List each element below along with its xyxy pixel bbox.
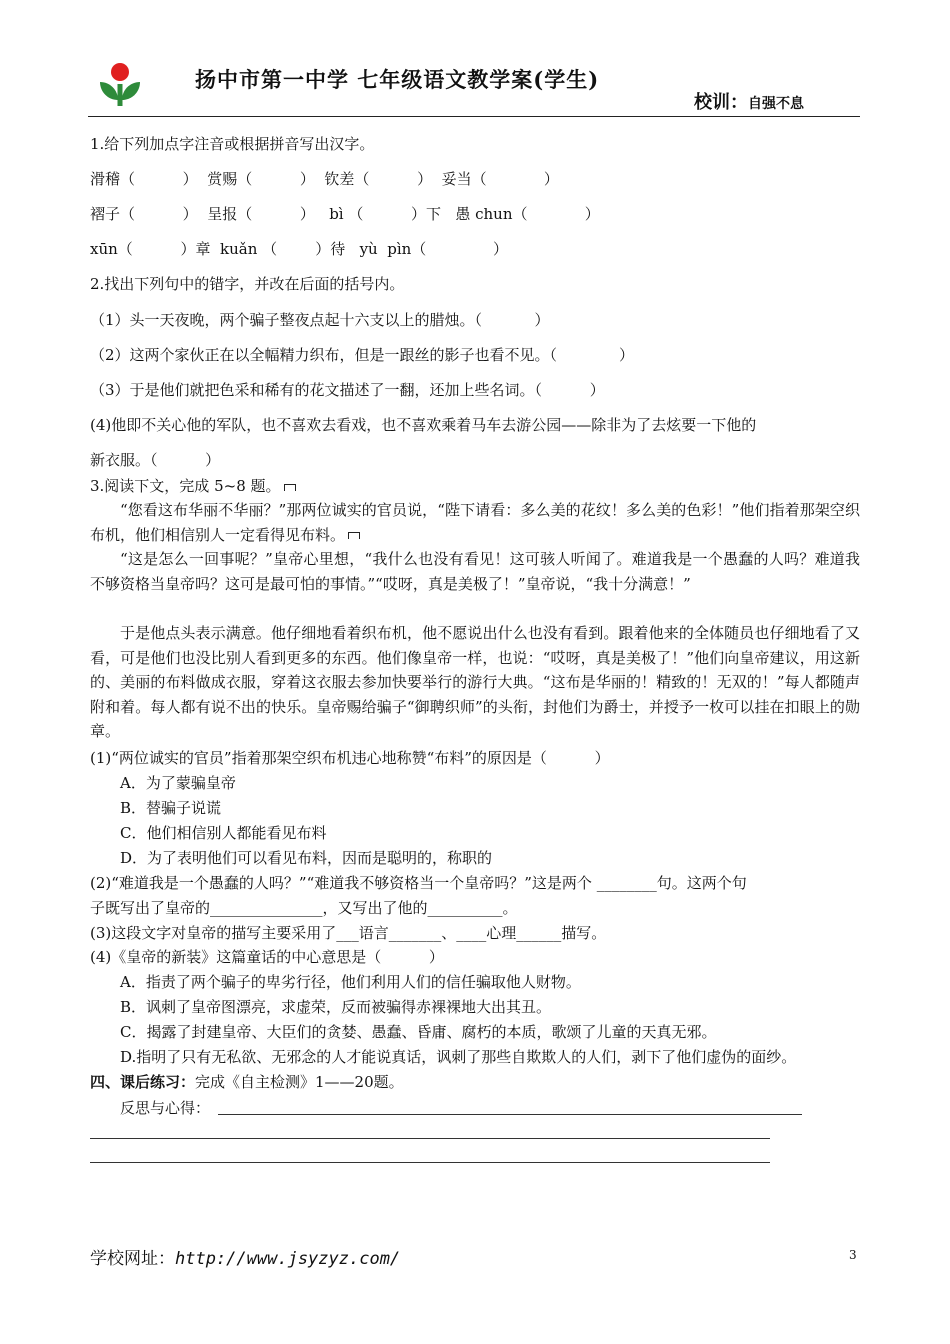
q2-title: 2.找出下列句中的错字，并改在后面的括号内。 <box>90 275 405 293</box>
q3-sub4-option-d: D.指明了只有无私欲、无邪念的人才能说真话，讽刺了那些自欺欺人的人们，剥下了他们虚伪的面纱。 <box>120 1048 797 1066</box>
section-4-text: 完成《自主检测》1——20题。 <box>195 1073 404 1091</box>
q3-sub2-line-2: 子既写出了皇帝的_______________，又写出了他的__________。 <box>90 899 518 917</box>
q2-sentence-1: （1）头一天夜晚，两个骗子整夜点起十六支以上的腊烛。（ ） <box>90 311 550 329</box>
passage-paragraph-1: “您看这布华丽不华丽？”那两位诚实的官员说，“陛下请看：多么美的花纹！多么美的色彩！”他们指着那架空织布机，他们相信别人一定看得见布料。 <box>90 501 860 544</box>
q1-row-1: 滑稽（ ） 赏赐（ ） 钦差（ ） 妥当（ ） <box>90 170 559 188</box>
q3-sub4-option-b: B．讽刺了皇帝图漂亮，求虚荣，反而被骗得赤裸裸地大出其丑。 <box>120 998 552 1016</box>
q2-sentence-3: （3）于是他们就把色采和稀有的花文描述了一翻，还加上些名词。（ ） <box>90 381 605 399</box>
footer-label: 学校网址： <box>90 1249 175 1269</box>
q2-sentence-4: (4)他即不关心他的军队，也不喜欢去看戏，也不喜欢乘着马车去游公园——除非为了去炫要一下他的 <box>90 416 757 434</box>
reflection-line-2 <box>90 1138 770 1139</box>
edit-mark <box>348 532 360 539</box>
edit-mark <box>284 484 296 491</box>
q3-sub4-option-c: C．揭露了封建皇帝、大臣们的贪婪、愚蠢、昏庸、腐朽的本质，歌颂了儿童的天真无邪。 <box>120 1023 717 1041</box>
q3-sub1-option-d: D．为了表明他们可以看见布料，因而是聪明的，称职的 <box>120 849 493 867</box>
q1-title: 1.给下列加点字注音或根据拼音写出汉字。 <box>90 135 375 153</box>
section-4-label: 四、课后练习： <box>90 1073 196 1091</box>
q1-row-3: xūn（ ）章 kuǎn （ ）待 yù pìn（ ） <box>90 240 509 258</box>
q3-sub4-question: (4)《皇帝的新装》这篇童话的中心意思是（ ） <box>90 948 444 966</box>
q3-sub1-question: (1)“两位诚实的官员”指着那架空织布机违心地称赞“布料”的原因是（ ） <box>90 749 610 767</box>
q3-sub1-option-b: B．替骗子说谎 <box>120 799 222 817</box>
motto-label: 校训： <box>694 92 748 113</box>
section-4 <box>90 1071 404 1092</box>
q3-sub3: (3)这段文字对皇帝的描写主要采用了___语言_______、____心理______描写。 <box>90 924 607 942</box>
reflection-line-3 <box>90 1162 770 1163</box>
q3-sub4-option-a: A．指责了两个骗子的卑劣行径，他们利用人们的信任骗取他人财物。 <box>120 973 581 991</box>
q1-row-2: 褶子（ ） 呈报（ ） bì （ ）下 愚 chun（ ） <box>90 205 600 223</box>
school-url[interactable]: http://www.jsyzyz.com/ <box>175 1249 401 1269</box>
motto-value: 自强不息 <box>748 96 804 112</box>
q3-sub2-line-1: (2)“难道我是一个愚蠢的人吗？”“难道我不够资格当一个皇帝吗？”这是两个 ________句。这两个句 <box>90 874 747 892</box>
q2-sentence-2: （2）这两个家伙正在以全幅精力织布，但是一跟丝的影子也看不见。（ ） <box>90 346 635 364</box>
q3-sub1-option-c: C．他们相信别人都能看见布料 <box>120 824 327 842</box>
footer <box>90 1244 400 1269</box>
q3-sub1-option-a: A．为了蒙骗皇帝 <box>120 774 236 792</box>
school-motto <box>694 88 804 114</box>
page-title: 扬中市第一中学 七年级语文教学案(学生) <box>195 67 600 92</box>
q3-title: 3.阅读下文，完成 5~8 题。 <box>90 475 296 496</box>
header-divider <box>88 116 860 117</box>
passage-paragraph-3: 于是他点头表示满意。他仔细地看着织布机，他不愿说出什么也没有看到。跟着他来的全体随员也仔细地看了又看，可是他们也没比别人看到更多的东西。他们像皇帝一样，也说：“哎呀，真是美极了！”他们向皇帝建议，用这新的、美丽的布料做成衣服，穿着这衣服去参加快要举行的游行大典。“这布是华丽的！精致的！无双的！”每人都随声附和着。每人都有说不出的快乐。皇帝赐给骗子“御聘织师”的头衔，封他们为爵士，并授予一枚可以挂在扣眼上的勋章。 <box>90 624 860 740</box>
reflection-line-1 <box>218 1114 802 1115</box>
passage-paragraph-2: “这是怎么一回事呢？”皇帝心里想，“我什么也没有看见！这可骇人听闻了。难道我是一个愚蠢的人吗？难道我不够资格当皇帝吗？这可是最可怕的事情。”“哎呀，真是美极了！”皇帝说，“我十分满意！” <box>90 550 860 593</box>
page-number: 3 <box>849 1248 857 1262</box>
reflection-label: 反思与心得： <box>120 1099 211 1117</box>
q2-sentence-4-cont: 新衣服。（ ） <box>90 451 221 469</box>
school-logo <box>98 60 142 108</box>
